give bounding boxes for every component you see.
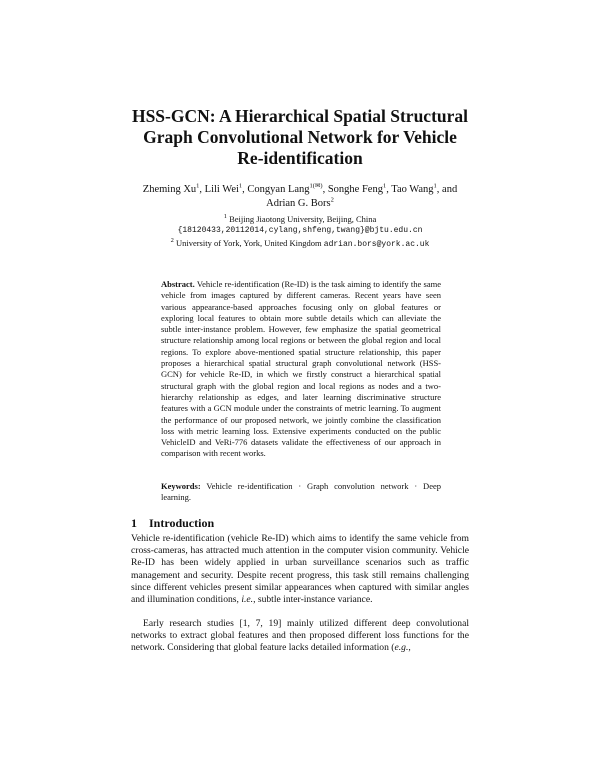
keywords-text: Vehicle re-identification · Graph convolution network · Deep learning.: [161, 481, 441, 503]
author-name: Tao Wang: [391, 184, 434, 195]
affiliation-emails: {18120433,20112014,cylang,shfeng,twang}@bjtu.edu.cn: [177, 226, 423, 235]
paper-title: [110, 106, 490, 169]
affiliation-name: Beijing Jiaotong University, Beijing, China: [229, 214, 377, 224]
author-name: Lili Wei: [204, 184, 239, 195]
paragraph-text: ,: [408, 642, 411, 654]
body-paragraph: [131, 533, 469, 606]
abstract-text: Vehicle re-identification (Re-ID) is the task aiming to identify the same vehicle from images captured by different cameras. Recent years have seen various appearance-based approaches focusing only on global features or exploring local features to obtain more subtle details which can alleviate the subtle inter-instance problem. However, few emphasize the spatial geometrical structure relationship among local regions or between the global region and local regions. To explore above-mentioned spatial structure relationship, this paper proposes a hierarchical spatial structural graph convolutional network (HSS-GCN) for vehicle Re-ID, in which we firstly construct a hierarchical spatial structural graph with the global region and local regions as nodes and a two-hierarchy relationship as edges, and later learning discriminative structure features with a GCN module under the constraints of metric learning. To augment the performance of our proposed network, we jointly combine the classification loss with metric learning loss. Extensive experiments conducted on the public VehicleID and VeRi-776 datasets validate the effectiveness of our approach in comparison with recent works.: [161, 279, 441, 459]
author-affil-mark: 1: [433, 182, 437, 190]
title-line: Graph Convolutional Network for Vehicle: [143, 127, 457, 147]
paragraph-italic: e.g.: [394, 642, 409, 654]
author-name: Zheming Xu: [142, 184, 197, 195]
affiliation-1: [150, 213, 450, 225]
affiliation-name: University of York, York, United Kingdom: [175, 238, 322, 248]
body-paragraph: [131, 618, 469, 655]
paragraph-text: Vehicle re-identification (vehicle Re-ID) which aims to identify the same vehicle from cross-cameras, has attracted much attention in the computer vision community. Vehicle Re-ID has been widely applied in urban surveillance scenarios such as traffic management and security. Despite recent progress, this task still remains challenging since different vehicles present similar appearances when captured with similar angles and illumination conditions,: [131, 533, 469, 606]
author-affil-mark: 1(✉): [309, 182, 323, 190]
section-heading: [131, 516, 214, 530]
author-name: Adrian G. Bors: [266, 198, 331, 209]
paragraph-italic: i.e.: [241, 594, 254, 606]
keywords: [161, 481, 441, 504]
author-list: Zheming Xu$^1$, Lili Wei$^1$, Congyan Lang$^{1(✉)}$, Songhe Feng$^1$, Tao Wang$^1$, and Adrian G. Bors$^2$: [142, 182, 458, 209]
affiliation-email: adrian.bors@york.ac.uk: [323, 240, 430, 249]
abstract: [161, 279, 441, 460]
keywords-label: Keywords:: [161, 481, 201, 491]
affiliation-2: [150, 237, 450, 251]
author-affil-mark: 2: [330, 196, 334, 204]
author-name: Congyan Lang: [247, 184, 310, 195]
title-line: HSS-GCN: A Hierarchical Spatial Structural: [131, 106, 469, 126]
paragraph-text: Early research studies [1, 7, 19] mainly utilized different deep convolutional networks to extract global features and then proposed different loss functions for the network. Considering that global feature lacks detailed information (: [131, 618, 469, 654]
title-line: Re-identification: [237, 148, 363, 168]
author-conjunction: and: [442, 184, 458, 195]
paragraph-text: , subtle inter-instance variance.: [253, 594, 373, 606]
author-affil-mark: 1: [382, 182, 387, 190]
affiliations: [150, 213, 450, 251]
author-affil-mark: 1: [238, 182, 243, 190]
author-name: Songhe Feng: [327, 184, 383, 195]
affiliation-mark: 2: [170, 237, 174, 245]
affiliation-mark: 1: [223, 213, 227, 221]
author-affil-mark: 1: [196, 182, 200, 190]
abstract-label: Abstract.: [161, 279, 195, 289]
section-title: Introduction: [149, 516, 215, 530]
section-number: 1: [131, 516, 137, 530]
